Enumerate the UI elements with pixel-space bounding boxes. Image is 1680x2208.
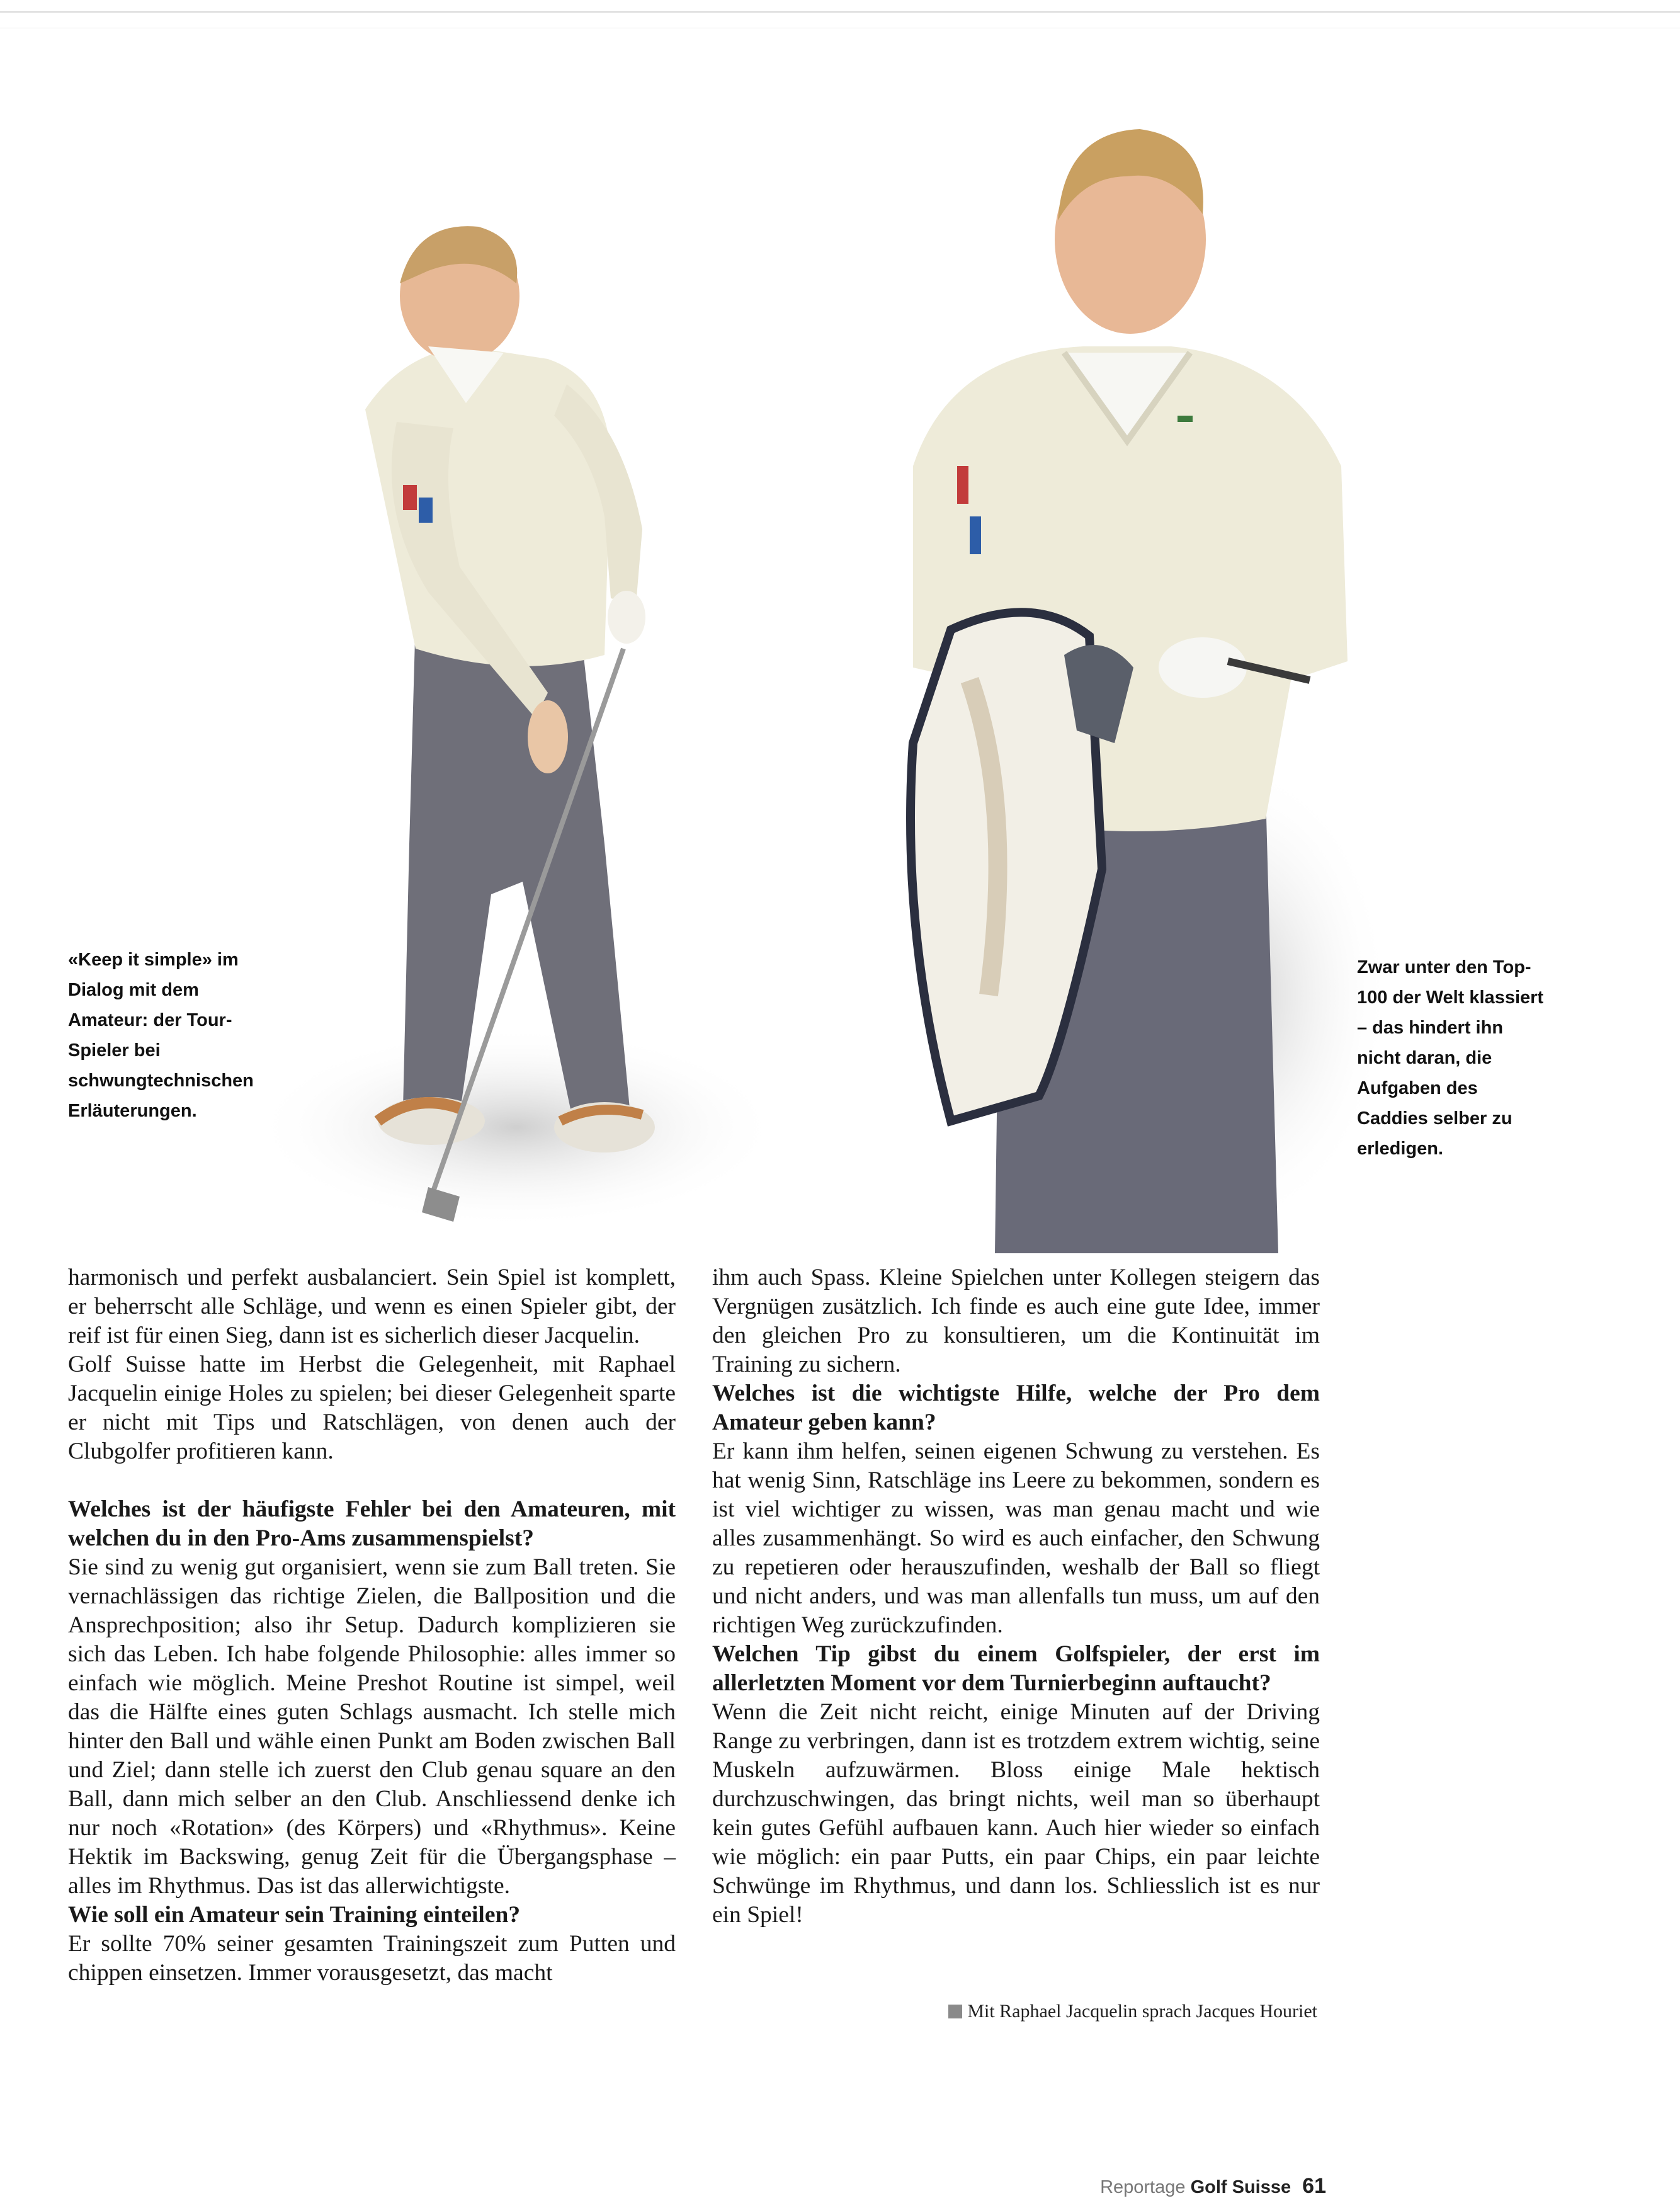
top-rule [0,11,1680,13]
photo-caption-left: «Keep it simple» im Dialog mit dem Amateur: der Tour-Spieler bei schwungtechnischen Erläuterungen. [68,950,254,1121]
footer-section: Reportage [1100,2177,1186,2197]
paragraph: harmonisch und perfekt ausbalanciert. Sein Spiel ist komplett, er beherrscht alle Schläge, und wenn es einen Spieler gibt, der reif ist für einen Sieg, dann ist es sicherlich dieser Jacquelin. [68,1265,676,1348]
interview-question: Welches ist der häufigste Fehler bei den Amateuren, mit welchen du in den Pro-Ams zusammenspielst? [68,1496,676,1551]
credit-text: Mit Raphael Jacquelin sprach Jacques Houriet [967,2001,1317,2022]
interview-answer: Sie sind zu wenig gut organisiert, wenn sie zum Ball treten. Sie vernachlässigen das richtige Zielen, die Ballposition und die Ansprechposition; also ihr Setup. Dadurch komplizieren sie sich das Leben. Ich habe folgende Philosophie: alles immer so einfach wie möglich. Meine Preshot Routine ist simpel, weil das die Hälfte eines guten Schlags ausmacht. Ich stelle mich hinter den Ball und wähle einen Punkt am Boden zwischen Ball und Ziel; dann stelle ich zuerst den Club genau square an den Ball, dann mich selber an den Club. Anschliessend denke ich nur noch «Rotation» (des Körpers) und «Rhythmus». Keine Hektik im Backswing, genug Zeit für die Übergangsphase – alles im Rhythmus. Das ist das allerwichtigste. [68,1554,676,1899]
interview-question: Welchen Tip gibst du einem Golfspieler, der erst im allerletzten Moment vor dem Turnierbeginn auftaucht? [712,1641,1320,1696]
page-number: 61 [1302,2174,1326,2198]
interview-answer: Wenn die Zeit nicht reicht, einige Minuten auf der Driving Range zu verbringen, dann ist es trotzdem extrem wichtig, seine Muskeln aufzuwärmen. Bloss einige Male hektisch durchzuschwingen, das bringt nichts, weil man so überhaupt kein gutes Gefühl aufbauen kann. Auch hier wieder so einfach wie möglich: ein paar Putts, ein paar Chips, ein paar leichte Schwünge im Rhythmus, und dann los. Schliesslich ist es nur ein Spiel! [712,1699,1320,1928]
photo-caption-right: Zwar unter den Top-100 der Welt klassiert – das hindert ihn nicht daran, die Aufgaben des Caddies selber zu erledigen. [1357,957,1544,1159]
interview-question: Welches ist die wichtigste Hilfe, welche der Pro dem Amateur geben kann? [712,1380,1320,1435]
interview-answer: Er kann ihm helfen, seinen eigenen Schwung zu verstehen. Es hat wenig Sinn, Ratschläge ins Leere zu bekommen, sondern es ist viel wichtiger zu wissen, was man genau macht und wie alles zusammenhängt. So wird es auch einfacher, den Schwung zu repetieren oder herauszufinden, weshalb der Ball so fliegt und nicht anders, und was man allenfalls tun muss, um auf den richtigen Weg zurückzufinden. [712,1438,1320,1638]
interview-credit [877,1999,1317,2024]
interview-answer: ihm auch Spass. Kleine Spielchen unter Kollegen steigern das Vergnügen zusätzlich. Ich finde es auch eine gute Idee, immer den gleichen Pro zu konsultieren, um die Kontinuität im Training zu sichern. [712,1265,1320,1377]
interview-question: Wie soll ein Amateur sein Training einteilen? [68,1902,521,1928]
footer-magazine: Golf Suisse [1190,2177,1291,2197]
paragraph: Golf Suisse hatte im Herbst die Gelegenheit, mit Raphael Jacquelin einige Holes zu spielen; bei dieser Gelegenheit sparte er nicht mit Tips und Ratschlägen, von denen auch der Clubgolfer profitieren kann. [68,1352,676,1464]
article-column-right [712,1263,1320,1930]
article-column-left [68,1263,676,1988]
square-bullet-icon [948,2005,962,2018]
golfer-swing-photo [252,214,819,1253]
page-footer [1100,2174,1326,2202]
golfer-towel-photo [875,113,1379,1253]
interview-answer: Er sollte 70% seiner gesamten Trainingszeit zum Putten und chippen einsetzen. Immer vorausgesetzt, das macht [68,1931,676,1986]
